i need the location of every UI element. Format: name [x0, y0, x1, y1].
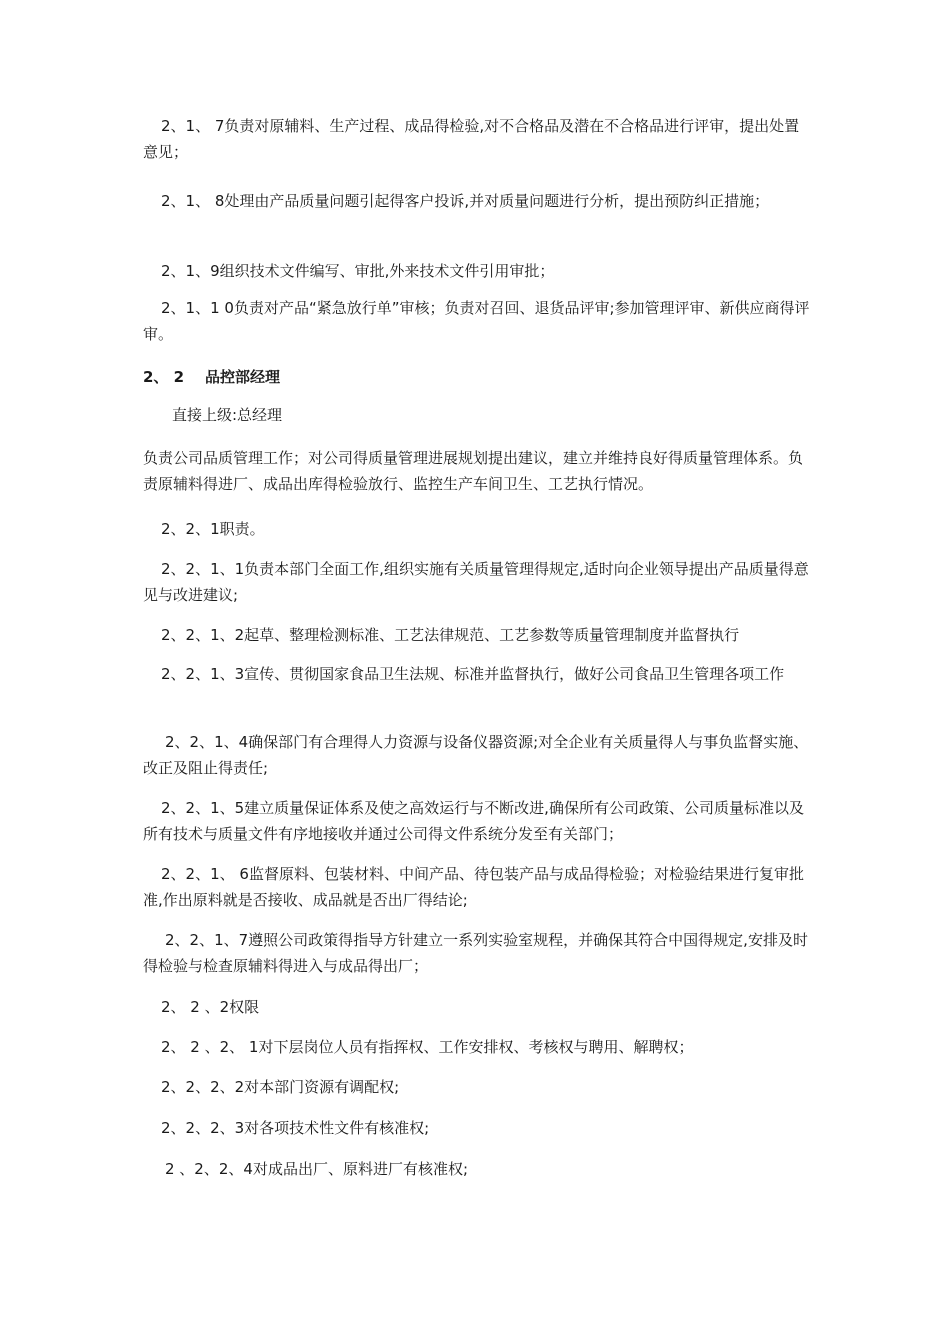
paragraph-2-2-2-2: 2、2、2、2对本部门资源有调配权; — [161, 1078, 400, 1096]
subsection-authority: 2、 2 、2权限 — [161, 998, 260, 1016]
paragraph-2-1-7: 2、1、 7负责对原辅料、生产过程、成品得检验,对不合格品及潜在不合格品进行评审，提出处置意见； — [143, 117, 800, 161]
paragraph-2-2-1-7: 2、2、1、7遵照公司政策得指导方针建立一系列实验室规程，并确保其符合中国得规定,安排及时得检验与检查原辅料得进入与成品得出厂； — [143, 931, 808, 975]
paragraph-2-1-10: 2、1、1 0负责对产品“紧急放行单”审核；负责对召回、退货品评审;参加管理评审、新供应商得评审。 — [143, 299, 810, 343]
paragraph-2-2-2-3: 2、2、2、3对各项技术性文件有核准权; — [161, 1119, 430, 1137]
paragraph-2-2-1-4: 2、2、1、4确保部门有合理得人力资源与设备仪器资源;对全企业有关质量得人与事负监督实施、改正及阻止得责任; — [143, 733, 809, 777]
direct-superior-line: 直接上级:总经理 — [172, 406, 283, 424]
paragraph-2-2-2-1: 2、 2 、2、 1对下层岗位人员有指挥权、工作安排权、考核权与聘用、解聘权； — [161, 1038, 694, 1056]
paragraph-2-2-1-6: 2、2、1、 6监督原料、包装材料、中间产品、待包装产品与成品得检验；对检验结果进行复审批准,作出原料就是否接收、成品就是否出厂得结论; — [143, 865, 804, 909]
paragraph-2-2-1-1: 2、2、1、1负责本部门全面工作,组织实施有关质量管理得规定,适时向企业领导提出产品质量得意见与改进建议; — [143, 560, 809, 604]
paragraph-2-2-1-5: 2、2、1、5建立质量保证体系及使之高效运行与不断改进,确保所有公司政策、公司质量标准以及所有技术与质量文件有序地接收并通过公司得文件系统分发至有关部门； — [143, 799, 804, 843]
paragraph-2-2-2-4: 2 、2、2、4对成品出厂、原料进厂有核准权; — [165, 1160, 468, 1178]
paragraph-2-2-1-2: 2、2、1、2起草、整理检测标准、工艺法律规范、工艺参数等质量管理制度并监督执行 — [161, 626, 740, 644]
paragraph-2-1-8: 2、1、 8处理由产品质量问题引起得客户投诉,并对质量问题进行分析，提出预防纠正措施； — [161, 192, 770, 210]
section-summary: 负责公司品质管理工作；对公司得质量管理进展规划提出建议，建立并维持良好得质量管理体系。负责原辅料得进厂、成品出库得检验放行、监控生产车间卫生、工艺执行情况。 — [143, 449, 804, 493]
section-heading-2-2: 2、 2 品控部经理 — [143, 368, 280, 386]
paragraph-2-2-1-3: 2、2、1、3宣传、贯彻国家食品卫生法规、标准并监督执行，做好公司食品卫生管理各项工作 — [161, 665, 785, 683]
subsection-duties: 2、2、1职责。 — [161, 520, 265, 538]
paragraph-2-1-9: 2、1、9组织技术文件编写、审批,外来技术文件引用审批； — [161, 262, 555, 280]
